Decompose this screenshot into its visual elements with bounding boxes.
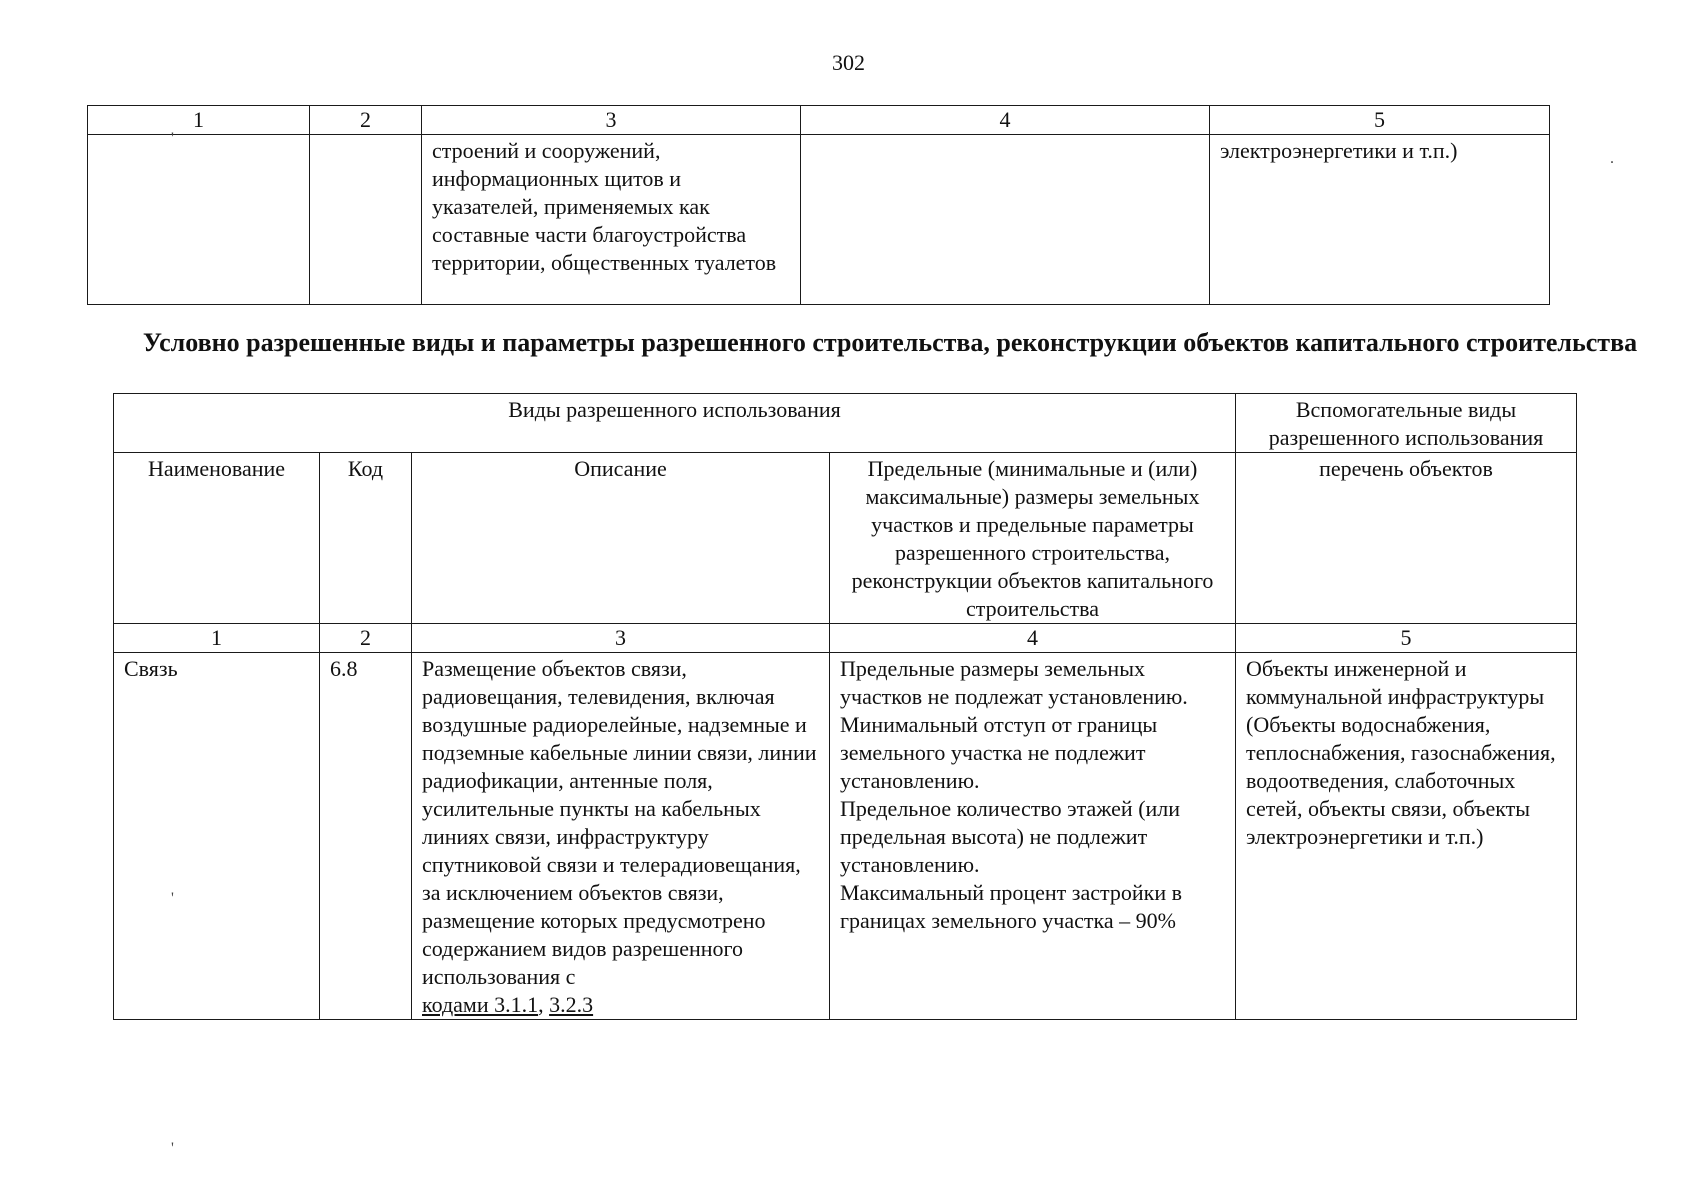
parameter-line: Предельные размеры земельных участков не подлежат установлению.	[840, 656, 1188, 709]
section-title: Условно разрешенные виды и параметры разрешенного строительства, реконструкции объектов капитального строительства	[142, 328, 1638, 357]
description-text: Размещение объектов связи, радиовещания, телевидения, включая воздушные радиорелейные, надземные и подземные кабельные линии связи, линии радиофикации, антенные поля, усилительные пункты на кабельных линиях связи, инфраструктуру спутниковой связи и телерадиовещания, за исключением объектов связи, размещение которых предусмотрено содержанием видов разрешенного использования с	[422, 656, 817, 989]
column-number-1: 1	[114, 624, 320, 653]
continued-table	[87, 105, 1550, 305]
parameter-line: Минимальный отступ от границы земельного участка не подлежит установлению.	[840, 712, 1158, 793]
column-header-row	[114, 453, 1577, 624]
scan-speck: '	[171, 130, 174, 147]
column-number-4: 4	[801, 106, 1210, 135]
cell-description: строений и сооружений, информационных щитов и указателей, применяемых как составные части благоустройства территории, общественных туалетов	[422, 135, 801, 305]
column-number-row	[114, 624, 1577, 653]
table-row	[114, 653, 1577, 1020]
scan-speck: .	[1610, 150, 1614, 167]
header-parameters: Предельные (минимальные и (или) максимальные) размеры земельных участков и предельные параметры разрешенного строительства, реконструкции объектов капитального строительства	[830, 453, 1236, 624]
column-number-1: 1	[88, 106, 310, 135]
cell-parameters	[801, 135, 1210, 305]
page-number: 302	[832, 50, 865, 75]
column-number-5: 5	[1210, 106, 1550, 135]
cell-name: Связь	[114, 653, 320, 1020]
column-number-2: 2	[320, 624, 412, 653]
cell-col1	[88, 135, 310, 305]
cell-code: 6.8	[320, 653, 412, 1020]
code-link-3-2-3[interactable]: 3.2.3	[549, 992, 594, 1017]
code-link-3-1-1[interactable]: кодами 3.1.1	[422, 992, 539, 1017]
parameter-line: Предельное количество этажей (или предельная высота) не подлежит установлению.	[840, 796, 1181, 877]
code-link-separator: ,	[538, 992, 550, 1017]
column-number-4: 4	[830, 624, 1236, 653]
column-number-3: 3	[422, 106, 801, 135]
cell-objects: электроэнергетики и т.п.)	[1210, 135, 1550, 305]
group-header-row	[114, 394, 1577, 453]
column-number-5: 5	[1236, 624, 1577, 653]
column-number-3: 3	[412, 624, 830, 653]
scan-speck: '	[171, 890, 174, 907]
header-objects-list: перечень объектов	[1236, 453, 1577, 624]
header-name: Наименование	[114, 453, 320, 624]
cell-col2	[310, 135, 422, 305]
parameter-line: Максимальный процент застройки в границах земельного участка – 90%	[840, 880, 1182, 933]
column-number-2: 2	[310, 106, 422, 135]
table-row	[88, 135, 1550, 305]
cell-parameters	[830, 653, 1236, 1020]
scan-speck: '	[171, 1140, 174, 1157]
header-code: Код	[320, 453, 412, 624]
header-description: Описание	[412, 453, 830, 624]
conditional-uses-table	[113, 393, 1577, 1020]
cell-objects: Объекты инженерной и коммунальной инфраструктуры (Объекты водоснабжения, теплоснабжения, газоснабжения, водоотведения, слаботочных сетей, объекты связи, объекты электроэнергетики и т.п.)	[1236, 653, 1577, 1020]
cell-description	[412, 653, 830, 1020]
column-number-row	[88, 106, 1550, 135]
header-auxiliary-uses: Вспомогательные виды разрешенного использования	[1236, 394, 1577, 453]
header-permitted-uses: Виды разрешенного использования	[114, 394, 1236, 453]
